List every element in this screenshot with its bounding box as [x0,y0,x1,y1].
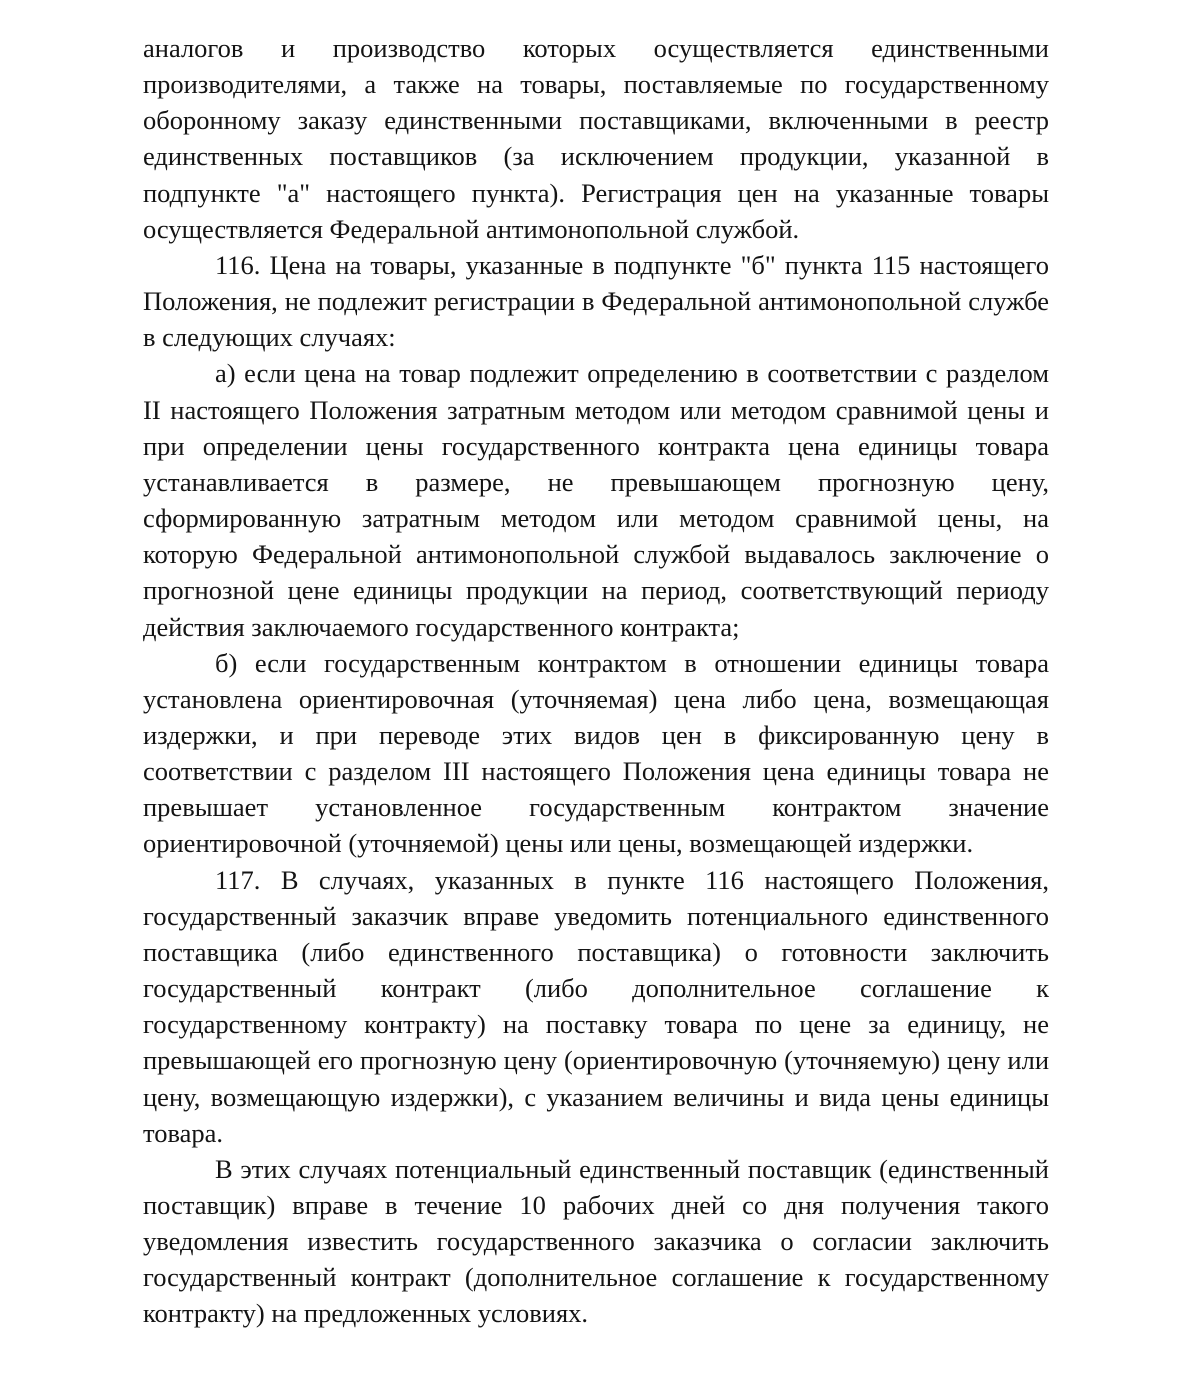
paragraph-item-116: 116. Цена на товары, указанные в подпункте "б" пункта 115 настоящего Положения, не подлежит регистрации в Федеральной антимонопольной службе в следующих случаях: [143,249,1049,353]
paragraph-subitem-a: а) если цена на товар подлежит определению в соответствии с разделом II настоящего Положения затратным методом или методом сравнимой цены и при определении цены государственного контракта цена единицы товара устанавливается в размере, не превышающем прогнозную цену, сформированную затратным методом или методом сравнимой цены, на которую Федеральной антимонопольной службой выдавалось заключение о прогнозной цене единицы продукции на период, соответствующий периоду действия заключаемого государственного контракта; [143,358,1049,642]
paragraph-subitem-b: б) если государственным контрактом в отношении единицы товара установлена ориентировочная (уточняемая) цена либо цена, возмещающая издержки, и при переводе этих видов цен в фиксированную цену в соответствии с разделом III настоящего Положения цена единицы товара не превышает установленное государственным контрактом значение ориентировочной (уточняемой) цены или цены, возмещающей издержки. [143,647,1049,859]
paragraph-item-117-continuation: В этих случаях потенциальный единственный поставщик (единственный поставщик) вправе в течение 10 рабочих дней со дня получения такого уведомления известить государственного заказчика о согласии заключить государственный контракт (дополнительное соглашение к государственному контракту) на предложенных условиях. [143,1153,1049,1329]
document-page [143,30,1049,1332]
paragraph-item-117: 117. В случаях, указанных в пункте 116 настоящего Положения, государственный заказчик вправе уведомить потенциального единственного поставщика (либо единственного поставщика) о готовности заключить государственный контракт (либо дополнительное соглашение к государственному контракту) на поставку товара по цене за единицу, не превышающей его прогнозную цену (ориентировочную (уточняемую) цену или цену, возмещающую издержки), с указанием величины и вида цены единицы товара. [143,864,1049,1148]
paragraph-continuation: аналогов и производство которых осуществляется единственными производителями, а также на товары, поставляемые по государственному оборонному заказу единственными поставщиками, включенными в реестр единственных поставщиков (за исключением продукции, указанной в подпункте "а" настоящего пункта). Регистрация цен на указанные товары осуществляется Федеральной антимонопольной службой. [143,33,1049,244]
